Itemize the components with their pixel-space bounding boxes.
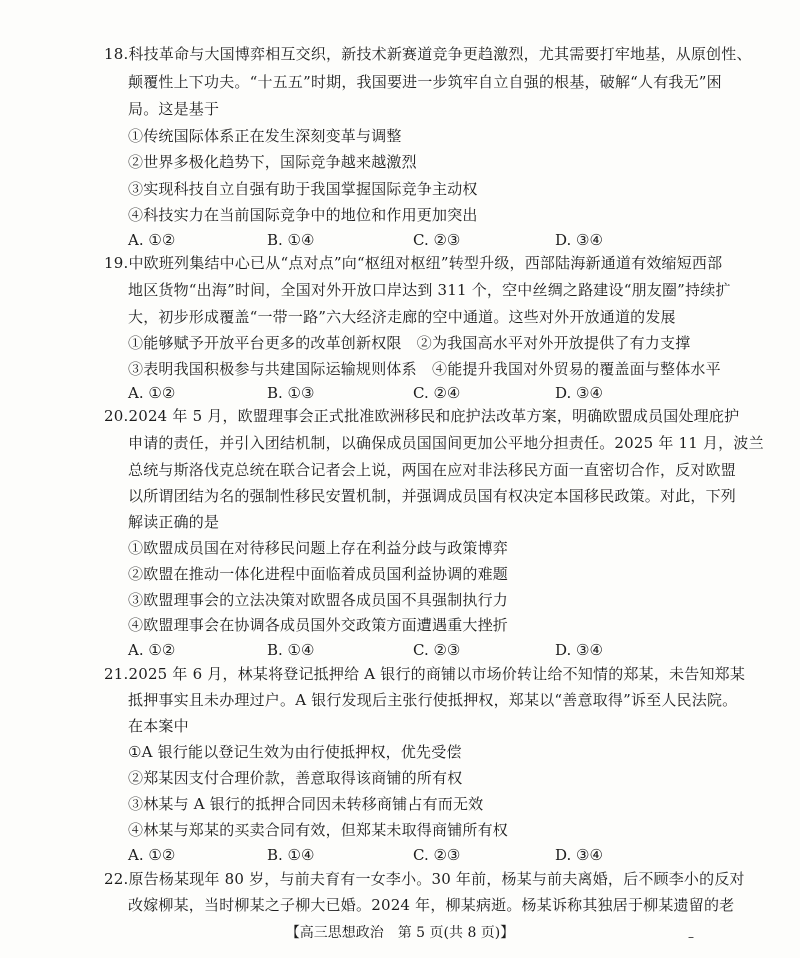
question-18-stem-line-2: 颠覆性上下功夫。“十五五”时期，我国要进一步筑牢自立自强的根基，破解“人有我无”困 xyxy=(128,73,722,91)
question-18-option-2: ②世界多极化趋势下，国际竞争越来越激烈 xyxy=(128,153,417,171)
question-21-stem-line-2: 抵押事实且未办理过户。A 银行发现后主张行使抵押权，郑某以“善意取得”诉至人民法院。 xyxy=(128,691,738,709)
question-21-option-1: ①A 银行能以登记生效为由行使抵押权，优先受偿 xyxy=(128,743,462,761)
question-18-option-4: ④科技实力在当前国际竞争中的地位和作用更加突出 xyxy=(128,206,478,224)
question-18-stem-line-3: 局。这是基于 xyxy=(128,100,220,118)
page-footer: 【高三思想政治 第 5 页(共 8 页)】 xyxy=(285,925,515,941)
question-19-stem-line-2: 地区货物“出海”时间，全国对外开放口岸达到 311 个，空中丝绸之路建设“朋友圈”持续扩 xyxy=(128,281,731,299)
question-21-answer-c: C. ②③ xyxy=(413,846,461,864)
question-19-option-row-2: ③表明我国积极参与共建国际运输规则体系 ④能提升我国对外贸易的覆盖面与整体水平 xyxy=(128,360,721,378)
question-19-answer-b: B. ①③ xyxy=(267,384,315,402)
question-18-option-1: ①传统国际体系正在发生深刻变革与调整 xyxy=(128,127,402,145)
question-18-answer-a: A. ①② xyxy=(128,231,176,249)
question-20-answer-a: A. ①② xyxy=(128,641,176,659)
question-20-option-2: ②欧盟在推动一体化进程中面临着成员国利益协调的难题 xyxy=(128,565,509,583)
question-21-option-4: ④林某与郑某的买卖合同有效，但郑某未取得商铺所有权 xyxy=(128,821,509,839)
question-22-stem-line-1: 22.原告杨某现年 80 岁，与前夫育有一女李小。30 年前，杨某与前夫离婚，后不顾李小的反对 xyxy=(104,870,745,888)
question-18-answer-b: B. ①④ xyxy=(267,231,315,249)
question-19-answer-d: D. ③④ xyxy=(555,384,603,402)
question-20-option-4: ④欧盟理事会在协调各成员国外交政策方面遭遇重大挫折 xyxy=(128,616,509,634)
corner-mark: – xyxy=(688,930,694,944)
question-19-answer-a: A. ①② xyxy=(128,384,176,402)
question-20-stem-line-5: 解读正确的是 xyxy=(128,513,220,531)
question-20-option-1: ①欧盟成员国在对待移民问题上存在利益分歧与政策博弈 xyxy=(128,539,509,557)
question-21-stem-line-1: 21.2025 年 6 月，林某将登记抵押给 A 银行的商铺以市场价转让给不知情的郑某，未告知郑某 xyxy=(104,665,746,683)
question-19-stem-line-1: 19.中欧班列集结中心已从“点对点”向“枢纽对枢纽”转型升级，西部陆海新通道有效缩短西部 xyxy=(104,254,723,272)
question-22-stem-line-2: 改嫁柳某，当时柳某之子柳大已婚。2024 年，柳某病逝。杨某诉称其独居于柳某遗留的老 xyxy=(128,896,735,914)
question-20-stem-line-3: 总统与斯洛伐克总统在联合记者会上说，两国在应对非法移民方面一直密切合作，反对欧盟 xyxy=(128,461,737,479)
question-18-answer-c: C. ②③ xyxy=(413,231,461,249)
question-21-answer-a: A. ①② xyxy=(128,846,176,864)
question-21-option-2: ②郑某因支付合理价款，善意取得该商铺的所有权 xyxy=(128,769,463,787)
question-20-answer-d: D. ③④ xyxy=(555,641,603,659)
question-21-option-3: ③林某与 A 银行的抵押合同因未转移商铺占有而无效 xyxy=(128,795,484,813)
question-19-answer-c: C. ②④ xyxy=(413,384,461,402)
question-20-stem-line-4: 以所谓团结为名的强制性移民安置机制，并强调成员国有权决定本国移民政策。对此，下列 xyxy=(128,487,737,505)
question-20-answer-c: C. ②③ xyxy=(413,641,461,659)
question-18-stem-line-1: 18.科技革命与大国博弈相互交织，新技术新赛道竞争更趋激烈，尤其需要打牢地基，从原创性、 xyxy=(104,45,752,63)
question-21-answer-d: D. ③④ xyxy=(555,846,603,864)
question-19-stem-line-3: 大，初步形成覆盖“一带一路”六大经济走廊的空中通道。这些对外开放通道的发展 xyxy=(128,308,676,326)
question-21-answer-b: B. ①④ xyxy=(267,846,315,864)
question-20-stem-line-1: 20.2024 年 5 月，欧盟理事会正式批准欧洲移民和庇护法改革方案，明确欧盟成员国处理庇护 xyxy=(104,407,740,425)
question-18-option-3: ③实现科技自立自强有助于我国掌握国际竞争主动权 xyxy=(128,180,478,198)
question-20-answer-b: B. ①④ xyxy=(267,641,315,659)
question-19-option-row-1: ①能够赋予开放平台更多的改革创新权限 ②为我国高水平对外开放提供了有力支撑 xyxy=(128,334,691,352)
question-20-stem-line-2: 申请的责任，并引入团结机制，以确保成员国国间更加公平地分担责任。2025 年 11 月，波兰 xyxy=(128,434,764,452)
question-18-answer-d: D. ③④ xyxy=(555,231,603,249)
question-21-stem-line-3: 在本案中 xyxy=(128,717,189,735)
question-20-option-3: ③欧盟理事会的立法决策对欧盟各成员国不具强制执行力 xyxy=(128,591,509,609)
